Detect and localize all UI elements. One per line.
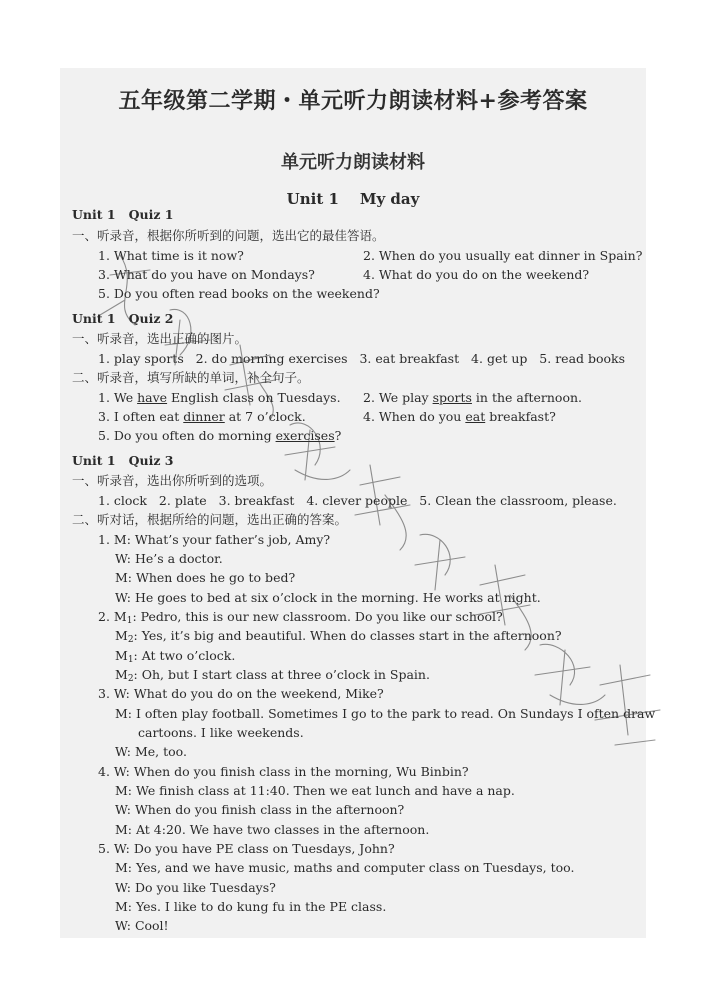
dialogue-3-line-3: cartoons. I like weekends. [138,725,304,740]
dialogue-4-line-2: M: We finish class at 11:40. Then we eat lunch and have a nap. [115,783,515,798]
quiz2-sentence-2: 2. We play sports in the afternoon. [363,390,582,405]
document-title: 五年级第二学期・单元听力朗读材料+参考答案 [118,88,588,114]
dialogue-4-line-3: W: When do you finish class in the afternoon? [115,802,405,817]
quiz2-items: 1. play sports 2. do morning exercises 3. eat breakfast 4. get up 5. read books [98,351,626,366]
quiz1-q4: 4. What do you do on the weekend? [363,267,590,282]
quiz2-heading: Unit 1 Quiz 2 [72,311,174,326]
quiz3-items: 1. clock 2. plate 3. breakfast 4. clever people 5. Clean the classroom, please. [98,493,617,508]
dialogue-5-line-3: W: Do you like Tuesdays? [115,880,276,895]
dialogue-5-line-2: M: Yes, and we have music, maths and computer class on Tuesdays, too. [115,860,575,875]
dialogue-4-line-1: 4. W: When do you finish class in the morning, Wu Binbin? [98,764,469,779]
quiz2-instruction-1: 一、听录音，选出正确的图片。 [72,331,248,346]
dialogue-5-line-5: W: Cool! [115,918,169,933]
quiz2-sentence-4: 4. When do you eat breakfast? [363,409,556,424]
dialogue-3-line-4: W: Me, too. [115,744,187,759]
quiz1-q1: 1. What time is it now? [98,248,244,263]
filled-word: dinner [183,409,225,424]
dialogue-2-line-3: $M_1$: At two o’clock. [115,648,236,665]
filled-word: sports [432,390,472,405]
dialogue-2-line-4: $M_2$: Oh, but I start class at three o’clock in Spain. [115,667,430,684]
quiz1-q2: 2. When do you usually eat dinner in Spain? [363,248,643,263]
dialogue-3-line-1: 3. W: What do you do on the weekend, Mike? [98,686,384,701]
quiz2-instruction-2: 二、听录音，填写所缺的单词，补全句子。 [72,370,310,385]
quiz2-sentence-1: 1. We have English class on Tuesdays. [98,390,341,405]
dialogue-4-line-4: M: At 4:20. We have two classes in the afternoon. [115,822,430,837]
filled-word: have [137,390,168,405]
dialogue-5-line-4: M: Yes. I like to do kung fu in the PE class. [115,899,387,914]
quiz1-heading: Unit 1 Quiz 1 [72,207,174,222]
quiz2-sentence-5: 5. Do you often do morning exercises? [98,428,342,443]
quiz3-heading: Unit 1 Quiz 3 [72,453,174,468]
quiz3-instruction-2: 二、听对话，根据所给的问题，选出正确的答案。 [72,512,348,527]
dialogue-1-line-1: 1. M: What’s your father’s job, Amy? [98,532,331,547]
dialogue-5-line-1: 5. W: Do you have PE class on Tuesdays, John? [98,841,395,856]
quiz1-q3: 3. What do you have on Mondays? [98,267,315,282]
dialogue-2-line-2: $M_2$: Yes, it’s big and beautiful. When do classes start in the afternoon? [115,628,562,645]
dialogue-2-line-1: 2. $M_1$: Pedro, this is our new classroom. Do you like our school? [98,609,503,626]
quiz2-sentence-3: 3. I often eat dinner at 7 o’clock. [98,409,306,424]
dialogue-3-line-2: M: I often play football. Sometimes I go to the park to read. On Sundays I often draw [115,706,656,721]
unit-title: Unit 1 My day [286,190,420,208]
filled-word: exercises [275,428,335,443]
quiz1-instruction: 一、听录音，根据你所听到的问题，选出它的最佳答语。 [72,228,385,243]
dialogue-1-line-2: W: He’s a doctor. [115,551,223,566]
dialogue-1-line-3: M: When does he go to bed? [115,570,296,585]
filled-word: eat [465,409,486,424]
quiz1-q5: 5. Do you often read books on the weekend? [98,286,380,301]
dialogue-1-line-4: W: He goes to bed at six o’clock in the morning. He works at night. [115,590,541,605]
quiz3-instruction-1: 一、听录音，选出你所听到的选项。 [72,473,273,488]
section-subtitle: 单元听力朗读材料 [281,152,425,173]
